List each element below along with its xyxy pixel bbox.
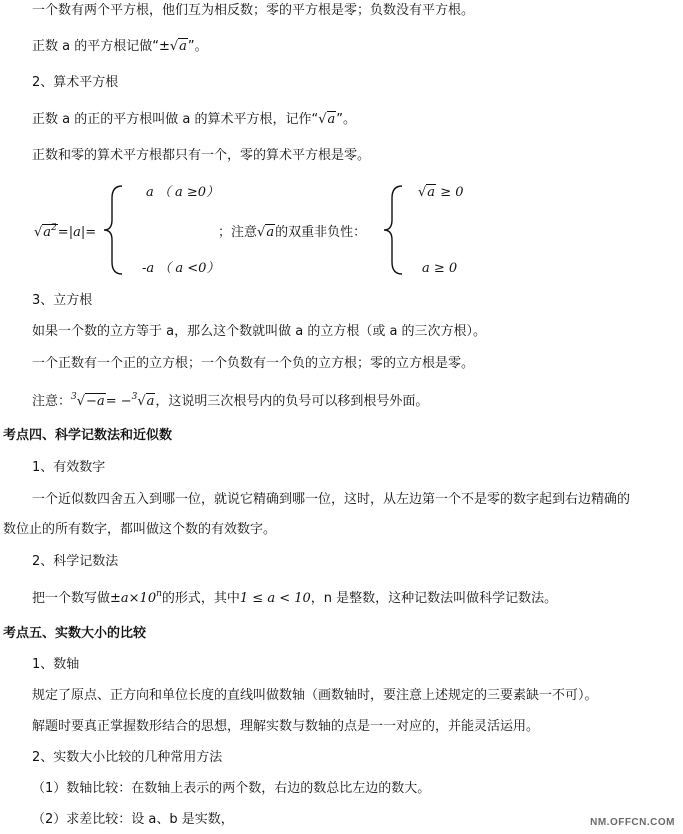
- range-expression: 1 ≤ a < 10: [239, 591, 311, 606]
- radical-expression: √a: [169, 39, 187, 54]
- text-line: [32, 111, 356, 129]
- section-heading: 1、有效数字: [32, 460, 106, 475]
- text-line: 一个数有两个平方根，他们互为相反数；零的平方根是零；负数没有平方根。: [32, 3, 475, 18]
- radicand: a: [266, 225, 275, 240]
- equals-minus: = −: [105, 394, 132, 409]
- abs-equals: =|a|=: [57, 225, 97, 240]
- topic-heading: 考点四、科学记数法和近似数: [3, 428, 173, 443]
- text-line: [32, 38, 208, 56]
- text-fragment: ，n 是整数，这种记数法叫做科学记数法。: [310, 591, 558, 606]
- section-heading: 1、数轴: [32, 657, 80, 672]
- section-heading: 2、科学记数法: [32, 554, 119, 569]
- left-brace-icon: [382, 184, 406, 276]
- text-fragment: 把一个数写做±: [32, 591, 121, 606]
- abs-formula: [34, 224, 96, 242]
- radicand: a: [43, 225, 52, 240]
- radical-expression: √a: [257, 225, 275, 240]
- text-fragment: 的双重非负性：: [275, 225, 367, 240]
- text-fragment: ”。: [336, 112, 357, 127]
- text-line: 正数和零的算术平方根都只有一个，零的算术平方根是零。: [32, 148, 371, 163]
- exponent: n: [156, 589, 162, 599]
- text-fragment: 注意：: [32, 394, 72, 409]
- section-heading: 2、实数大小比较的几种常用方法: [32, 750, 223, 765]
- exponent: 2: [51, 223, 57, 233]
- cube-root-expression: $^3$√a: [131, 392, 155, 409]
- text-line: 如果一个数的立方等于 a，那么这个数就叫做 a 的立方根（或 a 的三次方根）。: [32, 324, 487, 339]
- radicand: a: [179, 39, 187, 54]
- radicand: a: [327, 112, 336, 127]
- cube-root-expression: $^3$√−a: [71, 392, 105, 409]
- topic-heading: 考点五、实数大小的比较: [3, 626, 147, 641]
- text-line: 解题时要真正掌握数形结合的思想，理解实数与数轴的点是一一对应的，并能灵活运用。: [32, 719, 540, 734]
- root-index: 3: [71, 392, 77, 402]
- sci-notation: [121, 591, 162, 606]
- section-heading: 3、立方根: [32, 293, 93, 308]
- text-fragment: 的形式，其中: [161, 591, 240, 606]
- root-index: 3: [131, 392, 138, 402]
- radicand: a: [146, 394, 155, 409]
- text-line: [32, 393, 428, 411]
- case-negative: -a （ a <0）: [142, 261, 220, 276]
- watermark: NM.OFFCN.COM: [590, 817, 675, 828]
- text-fragment: ，这说明三次根号内的负号可以移到根号外面。: [155, 394, 429, 409]
- condition-text: ≥ 0: [440, 185, 464, 200]
- text-line: [32, 590, 557, 608]
- radical-expression: √a: [418, 185, 436, 200]
- radical-expression: $√a^2$: [34, 223, 57, 240]
- text-fragment: ；注意: [218, 225, 258, 240]
- text-line: 规定了原点、正方向和单位长度的直线叫做数轴（画数轴时，要注意上述规定的三要素缺一不可）。: [32, 688, 598, 703]
- text-line: （1）数轴比较：在数轴上表示的两个数，右边的数总比左边的数大。: [32, 781, 431, 796]
- text-line: 一个近似数四舍五入到哪一位，就说它精确到哪一位，这时，从左边第一个不是零的数字起到右边精确的: [32, 492, 631, 507]
- radical-expression: √a: [318, 112, 336, 127]
- left-brace-icon: [102, 184, 126, 276]
- text-line: 数位止的所有数字，都叫做这个数的有效数字。: [3, 522, 277, 537]
- radicand: −a: [86, 394, 105, 409]
- section-heading: 2、算术平方根: [32, 75, 119, 90]
- text-line: （2）求差比较：设 a、b 是实数，: [32, 812, 234, 827]
- case-positive: a （ a ≥0）: [146, 185, 220, 200]
- text-line: 一个正数有一个正的立方根；一个负数有一个负的立方根；零的立方根是零。: [32, 356, 475, 371]
- text-fragment: 正数 a 的正的平方根叫做 a 的算术平方根，记作“: [32, 112, 319, 127]
- radicand: a: [427, 185, 436, 200]
- non-negativity-note: [218, 224, 366, 242]
- condition-a-nonneg: a ≥ 0: [422, 261, 458, 276]
- text-fragment: ”。: [187, 39, 208, 54]
- text-fragment: 正数 a 的平方根记做“±: [32, 39, 170, 54]
- sci-base: a×10: [120, 591, 157, 606]
- condition-sqrt-nonneg: [418, 184, 464, 202]
